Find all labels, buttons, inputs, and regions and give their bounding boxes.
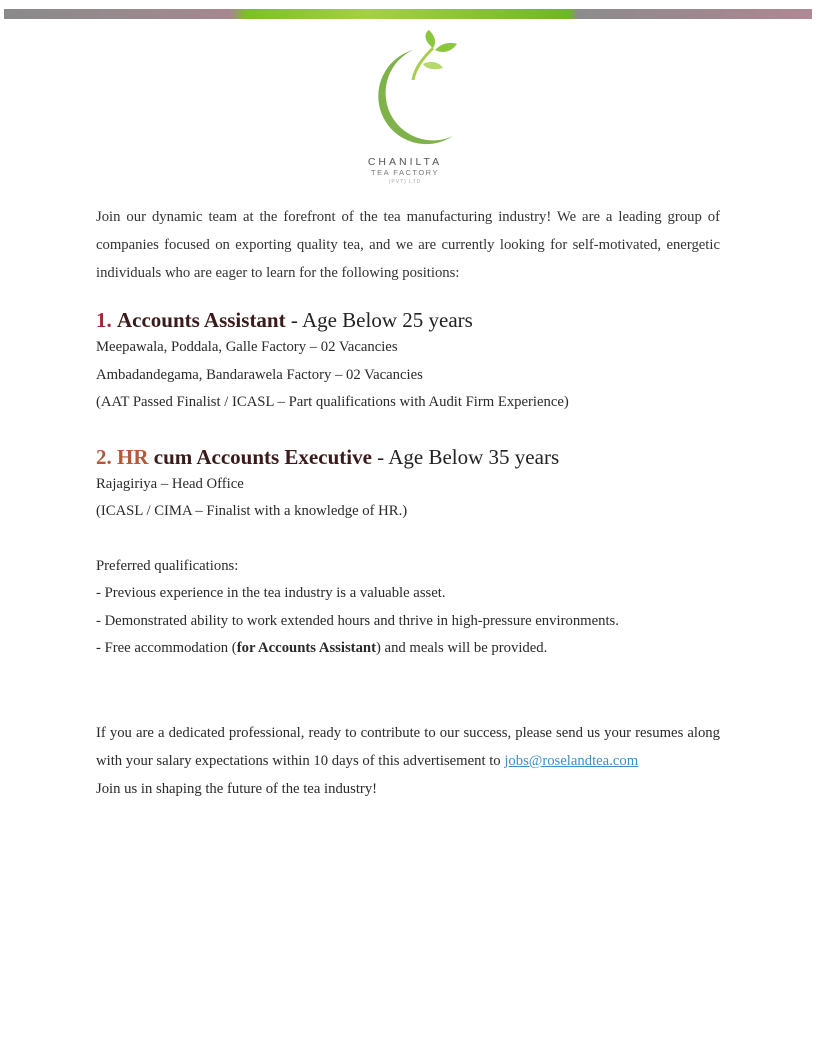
position-hr-accounts-executive xyxy=(96,443,720,526)
position-accounts-assistant xyxy=(96,306,720,417)
brand-tagline: (PVT) LTD xyxy=(388,179,422,185)
position-2-location: Rajagiriya – Head Office xyxy=(96,475,244,492)
position-1-location-1: Meepawala, Poddala, Galle Factory – 02 Vacancies xyxy=(96,339,398,355)
company-logo xyxy=(350,28,460,190)
intro-paragraph: Join our dynamic team at the forefront of the tea manufacturing industry! We are a leading group of companies focused on exporting quality tea, and we are currently looking for self-motivated, energetic individuals who are eager to learn for the following positions: xyxy=(96,209,720,281)
preferred-heading: Preferred qualifications: xyxy=(96,557,239,574)
position-1-number: 1. xyxy=(96,308,112,332)
position-1-location-2: Ambadandegama, Bandarawela Factory – 02 Vacancies xyxy=(96,366,423,383)
position-2-qualification: (ICASL / CIMA – Finalist with a knowledge of HR.) xyxy=(96,503,408,519)
closing-paragraph xyxy=(96,719,720,775)
advertisement-body xyxy=(96,203,720,803)
preferred-item3-pre: - Free accommodation ( xyxy=(96,640,237,656)
closing-section xyxy=(96,719,720,803)
position-1-title: Accounts Assistant xyxy=(117,308,286,332)
preferred-item: - Previous experience in the tea industry is a valuable asset. xyxy=(96,585,446,601)
position-1-qualification: (AAT Passed Finalist / ICASL – Part qualifications with Audit Firm Experience) xyxy=(96,394,569,410)
preferred-item xyxy=(96,635,720,663)
position-2-heading xyxy=(96,443,720,471)
position-2-number: 2. HR xyxy=(96,444,149,469)
closing-last-line: Join us in shaping the future of the tea industry! xyxy=(96,780,378,797)
preferred-item3-bold: for Accounts Assistant xyxy=(236,640,376,656)
top-color-bar xyxy=(4,9,812,19)
brand-name: CHANILTA xyxy=(367,156,443,168)
preferred-item: - Demonstrated ability to work extended hours and thrive in high-pressure environments. xyxy=(96,612,619,629)
preferred-item3-post: ) and meals will be provided. xyxy=(375,640,548,656)
position-1-heading xyxy=(96,306,720,334)
closing-text: If you are a dedicated professional, ready to contribute to our success, please send us your resumes along with your salary expectations within 10 days of this advertisement to xyxy=(96,724,720,769)
position-2-age: - Age Below 35 years xyxy=(371,444,560,469)
email-link[interactable]: jobs@roselandtea.com xyxy=(504,752,639,769)
position-1-age: - Age Below 25 years xyxy=(285,308,473,332)
preferred-qualifications xyxy=(96,553,720,663)
brand-subtitle: TEA FACTORY xyxy=(371,168,439,177)
tea-leaf-c-icon xyxy=(353,28,457,156)
position-2-title: cum Accounts Executive xyxy=(148,444,372,469)
